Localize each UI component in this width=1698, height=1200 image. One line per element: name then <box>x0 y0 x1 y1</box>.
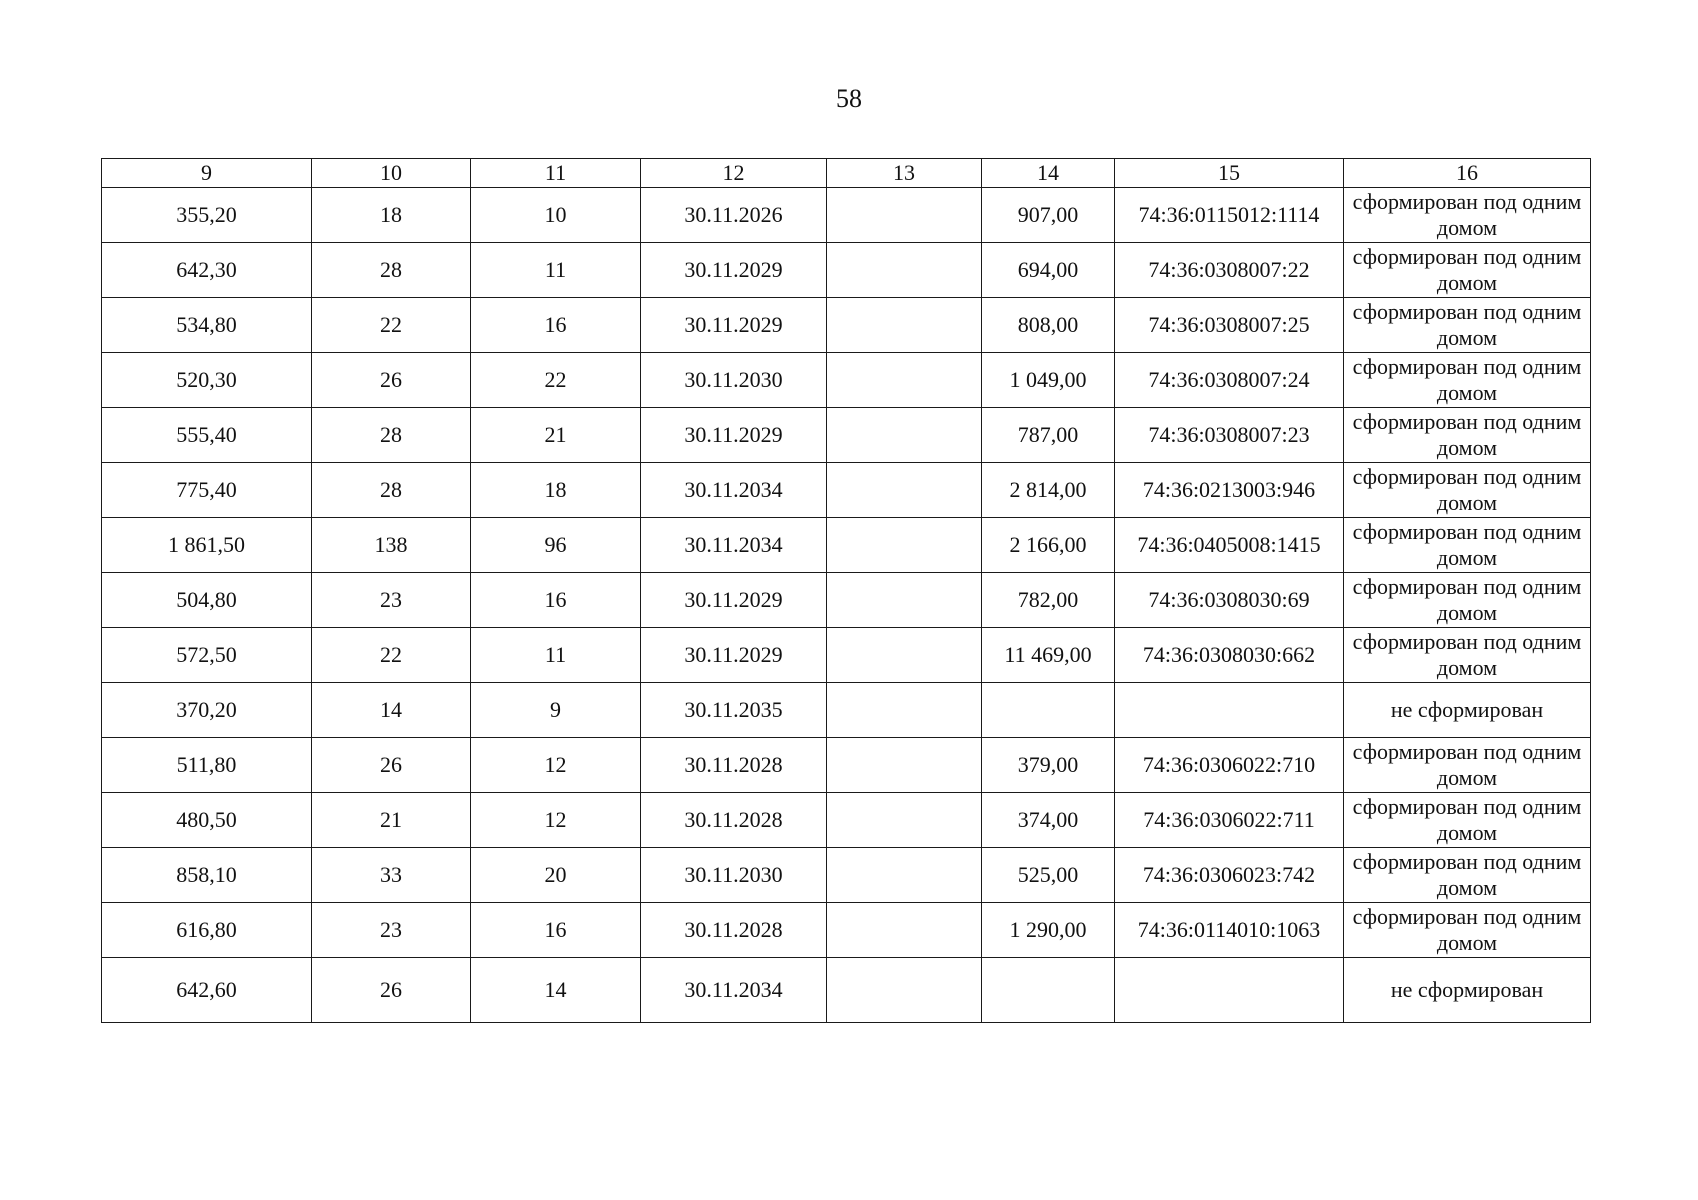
table-row <box>102 518 1591 573</box>
cell-area: 355,20 <box>102 188 312 243</box>
cell-area: 616,80 <box>102 903 312 958</box>
cell-date: 30.11.2029 <box>641 243 827 298</box>
cell-date: 30.11.2029 <box>641 628 827 683</box>
cell-land-status: сформирован под одним домом <box>1344 573 1591 628</box>
cell-cadastral-number <box>1115 958 1344 1023</box>
cell-land-status: не сформирован <box>1344 683 1591 738</box>
cell-col-13 <box>827 243 982 298</box>
cell-residents: 23 <box>312 903 471 958</box>
page-number: 58 <box>836 84 862 113</box>
cell-area: 775,40 <box>102 463 312 518</box>
cell-area: 642,60 <box>102 958 312 1023</box>
column-header-14: 14 <box>982 159 1115 188</box>
cell-apartments: 11 <box>471 243 641 298</box>
cell-cadastral-number: 74:36:0213003:946 <box>1115 463 1344 518</box>
table-row <box>102 628 1591 683</box>
cell-apartments: 10 <box>471 188 641 243</box>
table-body <box>102 188 1591 1023</box>
table-row <box>102 298 1591 353</box>
cell-land-area: 782,00 <box>982 573 1115 628</box>
cell-cadastral-number: 74:36:0115012:1114 <box>1115 188 1344 243</box>
cell-land-area: 2 166,00 <box>982 518 1115 573</box>
table-row <box>102 793 1591 848</box>
cell-cadastral-number: 74:36:0308030:69 <box>1115 573 1344 628</box>
cell-land-status: сформирован под одним домом <box>1344 298 1591 353</box>
cell-area: 511,80 <box>102 738 312 793</box>
cell-residents: 28 <box>312 408 471 463</box>
table-row <box>102 958 1591 1023</box>
cell-residents: 33 <box>312 848 471 903</box>
cell-date: 30.11.2029 <box>641 573 827 628</box>
cell-land-status: сформирован под одним домом <box>1344 628 1591 683</box>
cell-residents: 28 <box>312 243 471 298</box>
cell-land-status: сформирован под одним домом <box>1344 408 1591 463</box>
cell-col-13 <box>827 408 982 463</box>
cell-area: 520,30 <box>102 353 312 408</box>
cell-land-status: сформирован под одним домом <box>1344 353 1591 408</box>
cell-residents: 28 <box>312 463 471 518</box>
cell-col-13 <box>827 188 982 243</box>
cell-date: 30.11.2028 <box>641 793 827 848</box>
cell-apartments: 16 <box>471 298 641 353</box>
cell-col-13 <box>827 848 982 903</box>
cell-apartments: 96 <box>471 518 641 573</box>
cell-apartments: 16 <box>471 573 641 628</box>
column-header-13: 13 <box>827 159 982 188</box>
cell-area: 370,20 <box>102 683 312 738</box>
cell-cadastral-number: 74:36:0306022:711 <box>1115 793 1344 848</box>
cell-apartments: 12 <box>471 738 641 793</box>
cell-col-13 <box>827 518 982 573</box>
cell-area: 480,50 <box>102 793 312 848</box>
cell-cadastral-number: 74:36:0308007:22 <box>1115 243 1344 298</box>
column-header-16: 16 <box>1344 159 1591 188</box>
table-row <box>102 848 1591 903</box>
cell-land-area: 374,00 <box>982 793 1115 848</box>
cell-land-area: 907,00 <box>982 188 1115 243</box>
cell-date: 30.11.2029 <box>641 408 827 463</box>
cell-date: 30.11.2026 <box>641 188 827 243</box>
cell-apartments: 9 <box>471 683 641 738</box>
column-header-11: 11 <box>471 159 641 188</box>
cell-date: 30.11.2028 <box>641 903 827 958</box>
cell-apartments: 22 <box>471 353 641 408</box>
cell-date: 30.11.2034 <box>641 518 827 573</box>
column-header-10: 10 <box>312 159 471 188</box>
table-row <box>102 243 1591 298</box>
cell-residents: 26 <box>312 353 471 408</box>
cell-cadastral-number <box>1115 683 1344 738</box>
cell-land-status: сформирован под одним домом <box>1344 463 1591 518</box>
cell-residents: 18 <box>312 188 471 243</box>
cell-residents: 14 <box>312 683 471 738</box>
cell-col-13 <box>827 573 982 628</box>
cell-land-area: 808,00 <box>982 298 1115 353</box>
cell-col-13 <box>827 683 982 738</box>
cell-land-area: 1 049,00 <box>982 353 1115 408</box>
cell-cadastral-number: 74:36:0308007:24 <box>1115 353 1344 408</box>
cell-apartments: 18 <box>471 463 641 518</box>
register-table <box>101 158 1591 1023</box>
cell-area: 1 861,50 <box>102 518 312 573</box>
cell-land-area: 787,00 <box>982 408 1115 463</box>
header-row <box>102 159 1591 188</box>
cell-date: 30.11.2030 <box>641 848 827 903</box>
table-row <box>102 408 1591 463</box>
cell-land-area: 525,00 <box>982 848 1115 903</box>
cell-land-status: сформирован под одним домом <box>1344 903 1591 958</box>
column-header-15: 15 <box>1115 159 1344 188</box>
cell-residents: 22 <box>312 298 471 353</box>
cell-residents: 26 <box>312 958 471 1023</box>
cell-area: 534,80 <box>102 298 312 353</box>
cell-cadastral-number: 74:36:0405008:1415 <box>1115 518 1344 573</box>
cell-land-area <box>982 958 1115 1023</box>
cell-land-status: сформирован под одним домом <box>1344 848 1591 903</box>
table-row <box>102 738 1591 793</box>
cell-land-status: сформирован под одним домом <box>1344 793 1591 848</box>
cell-apartments: 20 <box>471 848 641 903</box>
cell-date: 30.11.2034 <box>641 958 827 1023</box>
cell-apartments: 11 <box>471 628 641 683</box>
cell-cadastral-number: 74:36:0306023:742 <box>1115 848 1344 903</box>
cell-area: 642,30 <box>102 243 312 298</box>
cell-cadastral-number: 74:36:0306022:710 <box>1115 738 1344 793</box>
cell-col-13 <box>827 628 982 683</box>
cell-residents: 21 <box>312 793 471 848</box>
cell-apartments: 21 <box>471 408 641 463</box>
cell-land-status: сформирован под одним домом <box>1344 518 1591 573</box>
cell-date: 30.11.2035 <box>641 683 827 738</box>
cell-land-area: 379,00 <box>982 738 1115 793</box>
cell-residents: 22 <box>312 628 471 683</box>
cell-apartments: 14 <box>471 958 641 1023</box>
table-row <box>102 188 1591 243</box>
cell-apartments: 12 <box>471 793 641 848</box>
cell-apartments: 16 <box>471 903 641 958</box>
cell-land-status: сформирован под одним домом <box>1344 738 1591 793</box>
cell-date: 30.11.2030 <box>641 353 827 408</box>
table-header <box>102 159 1591 188</box>
cell-area: 504,80 <box>102 573 312 628</box>
cell-cadastral-number: 74:36:0308007:25 <box>1115 298 1344 353</box>
table-row <box>102 573 1591 628</box>
cell-cadastral-number: 74:36:0308030:662 <box>1115 628 1344 683</box>
cell-col-13 <box>827 463 982 518</box>
cell-col-13 <box>827 738 982 793</box>
cell-residents: 23 <box>312 573 471 628</box>
cell-residents: 26 <box>312 738 471 793</box>
table-row <box>102 463 1591 518</box>
cell-cadastral-number: 74:36:0308007:23 <box>1115 408 1344 463</box>
column-header-9: 9 <box>102 159 312 188</box>
table-row <box>102 353 1591 408</box>
table-row <box>102 683 1591 738</box>
cell-area: 572,50 <box>102 628 312 683</box>
cell-col-13 <box>827 958 982 1023</box>
cell-cadastral-number: 74:36:0114010:1063 <box>1115 903 1344 958</box>
cell-land-area <box>982 683 1115 738</box>
cell-col-13 <box>827 903 982 958</box>
cell-land-area: 2 814,00 <box>982 463 1115 518</box>
cell-residents: 138 <box>312 518 471 573</box>
table-row <box>102 903 1591 958</box>
cell-land-area: 694,00 <box>982 243 1115 298</box>
cell-land-area: 11 469,00 <box>982 628 1115 683</box>
cell-land-area: 1 290,00 <box>982 903 1115 958</box>
cell-col-13 <box>827 298 982 353</box>
cell-col-13 <box>827 353 982 408</box>
cell-land-status: не сформирован <box>1344 958 1591 1023</box>
column-header-12: 12 <box>641 159 827 188</box>
cell-land-status: сформирован под одним домом <box>1344 188 1591 243</box>
cell-col-13 <box>827 793 982 848</box>
cell-land-status: сформирован под одним домом <box>1344 243 1591 298</box>
cell-area: 555,40 <box>102 408 312 463</box>
cell-date: 30.11.2028 <box>641 738 827 793</box>
cell-date: 30.11.2029 <box>641 298 827 353</box>
cell-date: 30.11.2034 <box>641 463 827 518</box>
cell-area: 858,10 <box>102 848 312 903</box>
